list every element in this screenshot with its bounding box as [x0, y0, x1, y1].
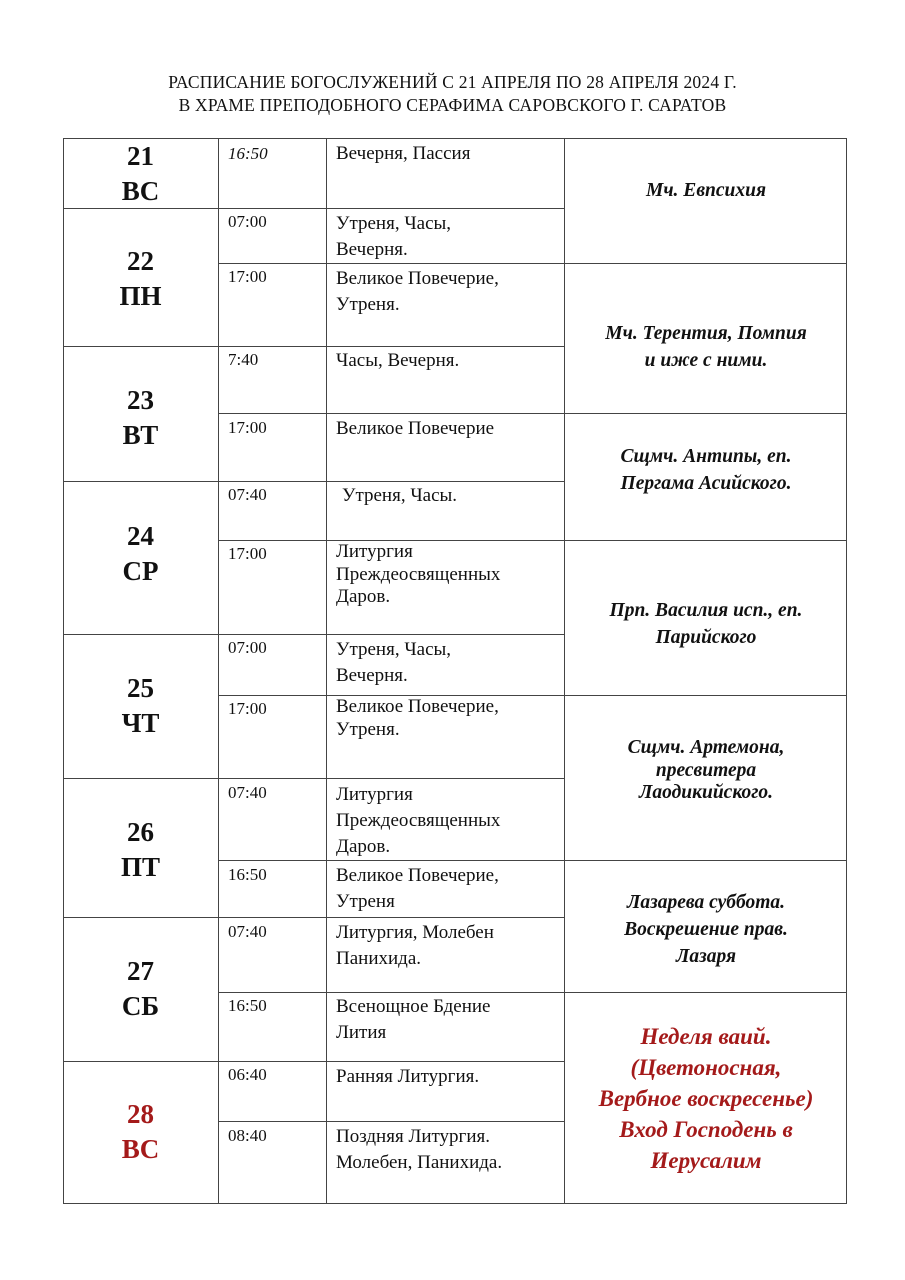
day-27: 27 СБ	[121, 956, 160, 1021]
service-time: 07:00	[228, 638, 267, 657]
service-time: 06:40	[228, 1065, 267, 1084]
grid-line	[63, 1203, 847, 1204]
grid-line	[218, 992, 847, 993]
grid-line	[63, 634, 565, 635]
day-21: 21 ВС	[121, 141, 160, 206]
day-24: 24 СР	[122, 521, 159, 586]
service-description: Всенощное Бдение Лития	[336, 996, 491, 1043]
service-time: 07:40	[228, 783, 267, 802]
service-time: 16:50	[228, 996, 267, 1015]
service-description: Вечерня, Пассия	[336, 143, 471, 164]
service-time: 17:00	[228, 544, 267, 563]
grid-line	[326, 138, 327, 1204]
service-time: 07:40	[228, 485, 267, 504]
service-description: Поздняя Литургия. Молебен, Панихида.	[336, 1126, 503, 1173]
service-time: 7:40	[228, 350, 259, 369]
commemoration: Сщмч. Артемона, пресвитера Лаодикийского.	[627, 737, 785, 803]
day-25: 25 ЧТ	[121, 673, 160, 738]
grid-line	[63, 917, 565, 918]
day-28: 28 ВС	[121, 1099, 160, 1164]
service-description: Ранняя Литургия.	[336, 1066, 480, 1087]
service-time: 07:00	[228, 212, 267, 231]
grid-line	[63, 481, 565, 482]
service-description: Утреня, Часы.	[342, 485, 458, 506]
grid-line	[218, 1121, 565, 1122]
page-title	[0, 71, 905, 117]
grid-line	[218, 413, 847, 414]
grid-line	[218, 138, 219, 1204]
service-description: Великое Повечерие	[336, 418, 495, 439]
service-time: 17:00	[228, 267, 267, 286]
day-23: 23 ВТ	[122, 385, 159, 450]
service-time: 17:00	[228, 418, 267, 437]
service-description: Великое Повечерие, Утреня	[336, 865, 499, 912]
service-description: Литургия, Молебен Панихида.	[336, 922, 494, 969]
service-description: Утреня, Часы, Вечерня.	[336, 639, 452, 686]
service-description: Литургия Преждеосвященных Даров.	[336, 784, 501, 857]
grid-line	[564, 138, 565, 1204]
commemoration: Мч. Евпсихия	[645, 180, 767, 201]
commemoration: Лазарева суббота. Воскрешение прав. Лазаря	[624, 892, 788, 967]
service-description: Великое Повечерие, Утреня.	[336, 268, 499, 315]
commemoration: Мч. Терентия, Помпия и иже с ними.	[605, 323, 807, 371]
service-time: 07:40	[228, 922, 267, 941]
grid-line	[63, 1061, 565, 1062]
title-line-2: В ХРАМЕ ПРЕПОДОБНОГО СЕРАФИМА САРОВСКОГО Г. САРАТОВ	[178, 95, 727, 115]
grid-line	[63, 346, 565, 347]
day-26: 26 ПТ	[120, 817, 160, 882]
feast-commemoration: Неделя ваий. (Цветоносная, Вербное воскресенье) Вход Господень в Иерусалим	[598, 1024, 814, 1173]
grid-line	[846, 138, 847, 1204]
service-description: Великое Повечерие, Утреня.	[336, 696, 499, 740]
service-time: 16:50	[228, 144, 268, 163]
grid-line	[218, 860, 847, 861]
service-time: 17:00	[228, 699, 267, 718]
service-description: Литургия Преждеосвященных Даров.	[336, 541, 501, 607]
commemoration: Сщмч. Антипы, еп. Пергама Асийского.	[620, 446, 792, 494]
service-time: 08:40	[228, 1126, 267, 1145]
service-description: Утреня, Часы, Вечерня.	[336, 213, 452, 260]
title-line-1: РАСПИСАНИЕ БОГОСЛУЖЕНИЙ С 21 АПРЕЛЯ ПО 28 АПРЕЛЯ 2024 Г.	[168, 72, 737, 92]
grid-line	[63, 778, 565, 779]
commemoration: Прп. Василия исп., еп. Парийского	[609, 600, 803, 648]
grid-line	[218, 263, 847, 264]
day-22: 22 ПН	[119, 246, 162, 311]
service-description: Часы, Вечерня.	[336, 350, 460, 371]
service-time: 16:50	[228, 865, 267, 884]
